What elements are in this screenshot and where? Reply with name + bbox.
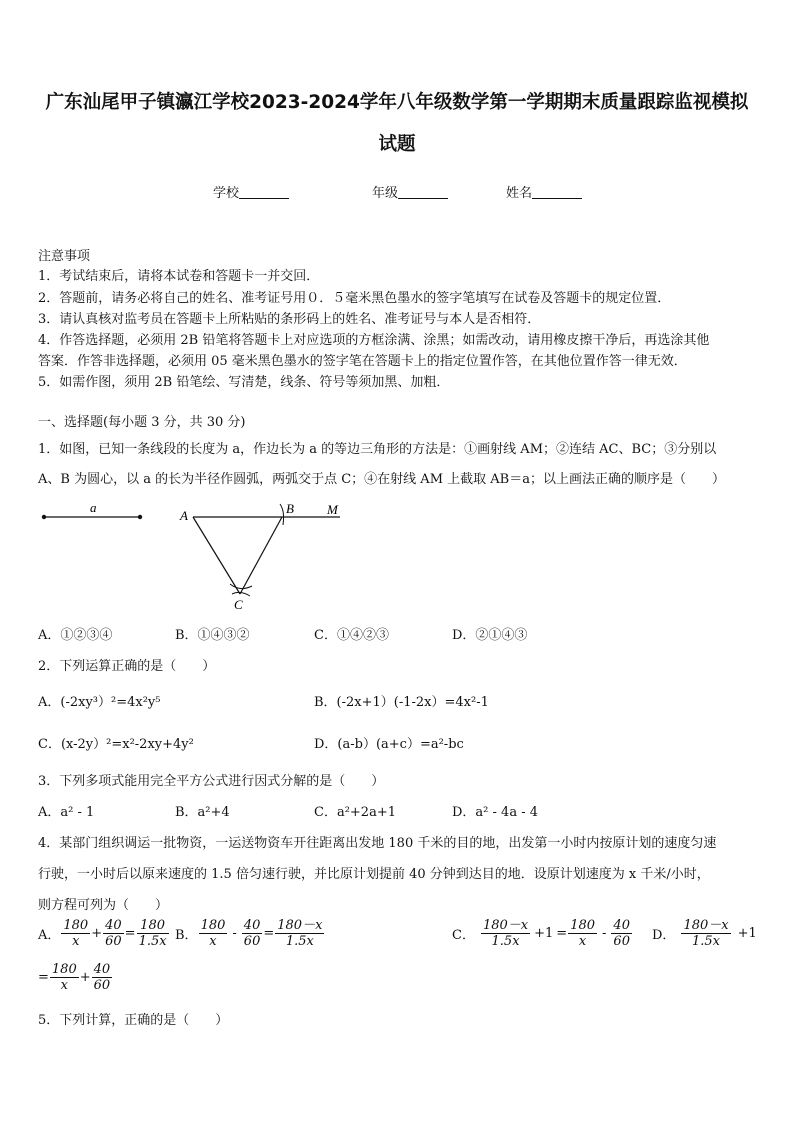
label-B: B bbox=[286, 501, 294, 516]
notice-item: 答案．作答非选择题，必须用 05 毫米黑色墨水的签字笔在答题卡上的指定位置作答，在其他位置作答一律无效． bbox=[38, 354, 687, 369]
q4-option-c: C． $\frac{180-x}{1.5x}$ +1 = $\frac{180}{x}$ - $\frac{40}{60}$ bbox=[452, 918, 630, 949]
label-A: A bbox=[180, 508, 188, 523]
q2-option-b: B．(-2x+1）(-1-2x）=4x²-1 bbox=[314, 695, 489, 710]
q4-option-d-continued: = $\frac{180}{x}$ + $\frac{40}{60}$ bbox=[38, 962, 111, 993]
page-title-line2: 试题 bbox=[378, 134, 416, 155]
q1-option-c: C．①④②③ bbox=[314, 628, 389, 643]
section-heading: 一、选择题(每小题 3 分，共 30 分) bbox=[38, 415, 246, 430]
notice-item: 4．作答选择题，必须用 2B 铅笔将答题卡上对应选项的方框涂满、涂黑；如需改动，请用橡皮擦干净后，再选涂其他 bbox=[38, 333, 710, 348]
school-field: 学校 bbox=[213, 182, 289, 201]
q1-option-b: B．①④③② bbox=[175, 628, 250, 643]
q4-option-a: A． $\frac{180}{x}$ + $\frac{40}{60}$ = $\frac{180}{1.5x}$ bbox=[38, 918, 167, 949]
q5-stem: 5．下列计算，正确的是（ ） bbox=[38, 1013, 229, 1028]
q2-option-c: C．(x-2y）²=x²-2xy+4y² bbox=[38, 737, 194, 752]
q3-option-b: B．a²+4 bbox=[175, 805, 230, 820]
side-bc bbox=[240, 517, 282, 594]
q4-stem-line1: 4．某部门组织调运一批物资，一运送物资车开往距离出发地 180 千米的目的地，出发第一小时内按原计划的速度匀速 bbox=[38, 836, 717, 851]
segment-endpoint bbox=[42, 515, 46, 519]
q4-stem-line2: 行驶，一小时后以原来速度的 1.5 倍匀速行驶，并比原计划提前 40 分钟到达目的地．设原计划速度为 x 千米/小时， bbox=[38, 867, 710, 882]
page-title: 广东汕尾甲子镇瀛江学校2023-2024学年八年级数学第一学期期末质量跟踪监视模拟 bbox=[45, 92, 749, 113]
q4-option-d: D． $\frac{180-x}{1.5x}$ +1 bbox=[652, 918, 757, 949]
arc-at-c bbox=[232, 592, 250, 596]
arc-at-c bbox=[230, 584, 252, 589]
q4-option-b: B． $\frac{180}{x}$ - $\frac{40}{60}$ = $\frac{180-x}{1.5x}$ bbox=[175, 918, 323, 949]
label-a: a bbox=[90, 500, 97, 515]
label-M: M bbox=[327, 502, 338, 517]
grade-field: 年级 bbox=[372, 182, 448, 201]
q3-option-a: A．a² - 1 bbox=[38, 805, 95, 820]
notice-item: 3．请认真核对监考员在答题卡上所粘贴的条形码上的姓名、准考证号与本人是否相符． bbox=[38, 312, 541, 327]
q3-stem: 3．下列多项式能用完全平方公式进行因式分解的是（ ） bbox=[38, 774, 385, 789]
side-ac bbox=[193, 517, 240, 594]
arc-at-b bbox=[280, 504, 284, 525]
notice-item: 5．如需作图，须用 2B 铅笔绘、写清楚，线条、符号等须加黑、加粗． bbox=[38, 375, 450, 390]
q1-option-a: A．①②③④ bbox=[38, 628, 113, 643]
q3-option-c: C．a²+2a+1 bbox=[314, 805, 396, 820]
q4-stem-line3: 则方程可列为（ ） bbox=[38, 898, 169, 913]
label-C: C bbox=[234, 597, 243, 612]
segment-endpoint bbox=[138, 515, 142, 519]
q3-option-d: D．a² - 4a - 4 bbox=[452, 805, 538, 820]
notice-item: 1．考试结束后，请将本试卷和答题卡一并交回． bbox=[38, 269, 320, 284]
q2-stem: 2．下列运算正确的是（ ） bbox=[38, 659, 216, 674]
name-field: 姓名 bbox=[506, 182, 582, 201]
q2-option-a: A．(-2xy³）²=4x²y⁵ bbox=[38, 695, 161, 710]
q1-stem-line2: A、B 为圆心，以 a 的长为半径作圆弧，两弧交于点 C；④在射线 AM 上截取 AB＝a；以上画法正确的顺序是（ ） bbox=[38, 472, 725, 487]
notice-heading: 注意事项 bbox=[38, 249, 91, 264]
q2-option-d: D．(a-b）(a+c）=a²-bc bbox=[314, 737, 464, 752]
q1-stem-line1: 1．如图，已知一条线段的长度为 a，作边长为 a 的等边三角形的方法是：①画射线 AM；②连结 AC、BC；③分别以 bbox=[38, 442, 717, 457]
q1-option-d: D．②①④③ bbox=[452, 628, 528, 643]
notice-item: 2．答题前，请务必将自己的姓名、准考证号用０．５毫米黑色墨水的签字笔填写在试卷及答题卡的规定位置． bbox=[38, 291, 671, 306]
